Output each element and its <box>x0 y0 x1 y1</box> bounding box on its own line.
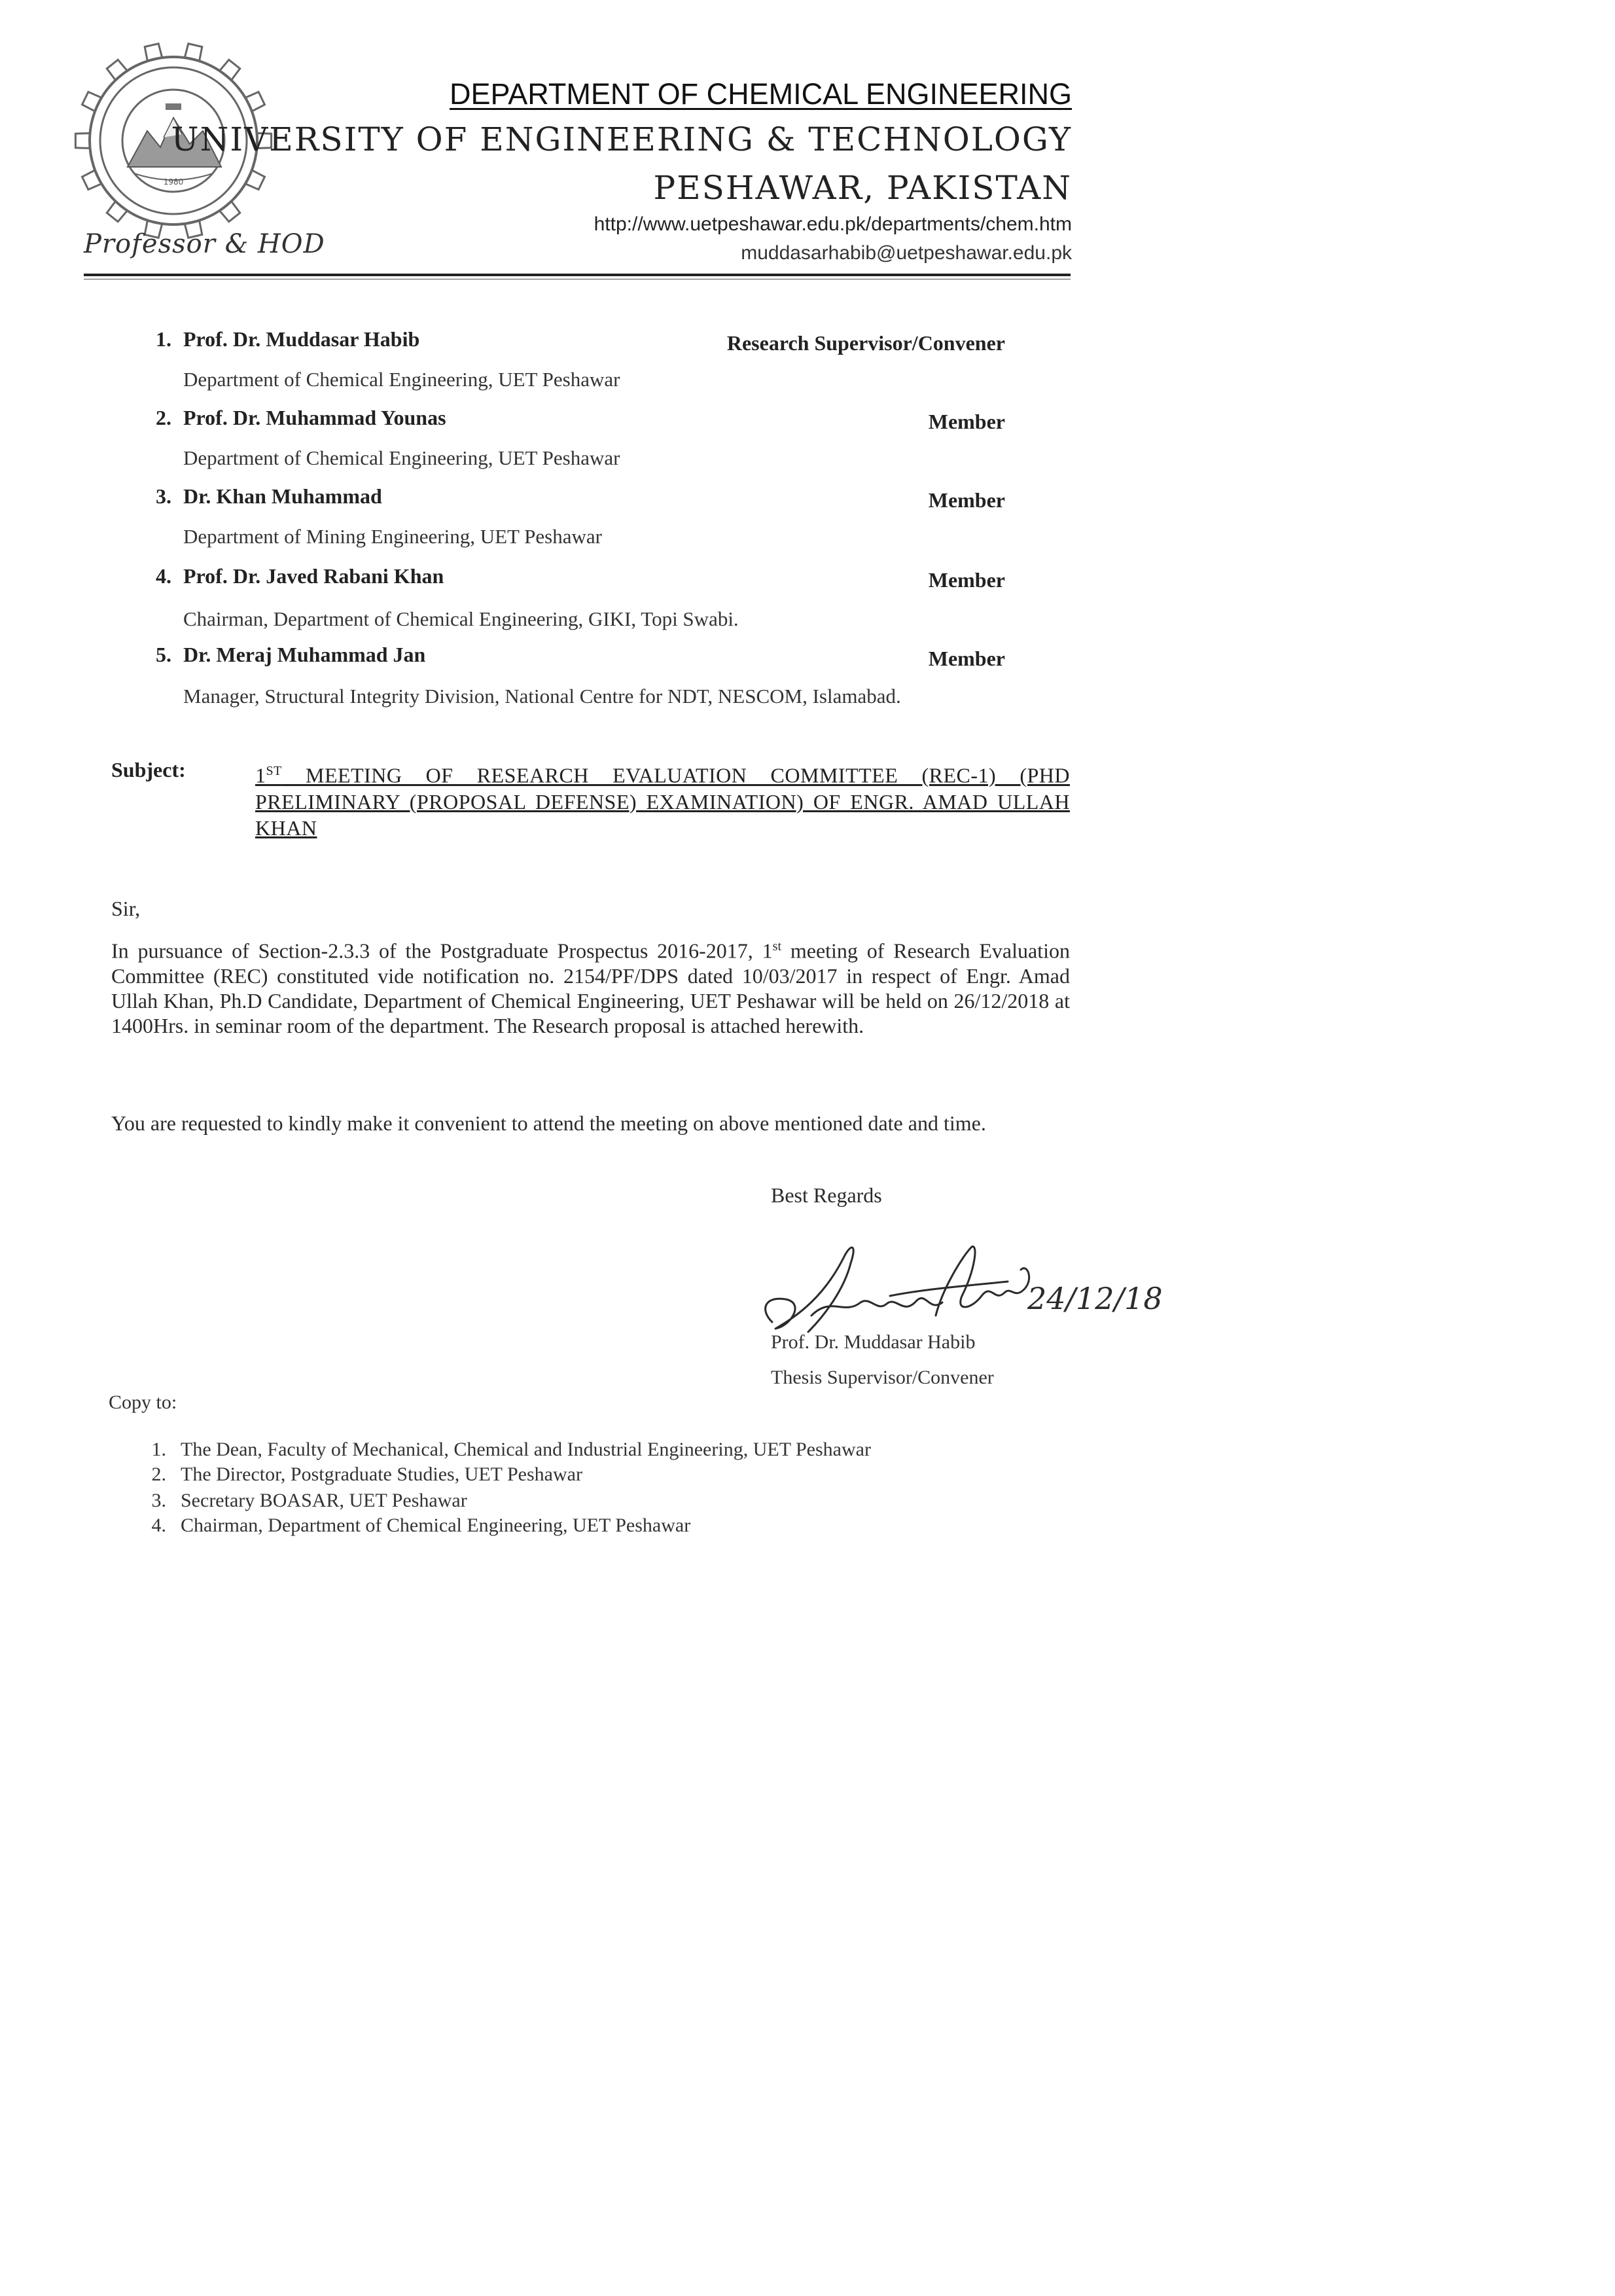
letterhead-divider <box>84 274 1071 276</box>
designation-professor-hod: Professor & HOD <box>84 229 325 259</box>
copy-recipient: The Director, Postgraduate Studies, UET Peshawar <box>181 1463 582 1485</box>
copy-recipient: Chairman, Department of Chemical Engineering, UET Peshawar <box>181 1515 691 1536</box>
member-number: 4. <box>156 564 171 588</box>
copy-recipient: The Dean, Faculty of Mechanical, Chemical and Industrial Engineering, UET Peshawar <box>181 1439 871 1460</box>
member-name: Prof. Dr. Muhammad Younas <box>183 406 446 429</box>
paragraph-text: In pursuance of Section-2.3.3 of the Postgraduate Prospectus 2016-2017, 1 <box>111 939 773 963</box>
gear-tooth <box>75 134 90 149</box>
paragraph-text: meeting of Research Evaluation Committee (REC) constituted vide notification no. 2154/PF/DPS dated 10/03/2017 in respect of Engr. Amad Ullah Khan, Ph.D Candidate, Department of Chemical Engineering, UET Peshawar will be held on 26/12/2018 at 1400Hrs. in seminar room of the department. The Research proposal is attached herewith. <box>111 939 1071 1037</box>
copy-number: 2. <box>151 1463 166 1485</box>
contact-email-link[interactable]: muddasarhabib@uetpeshawar.edu.pk <box>741 242 1072 264</box>
department-website-link[interactable]: http://www.uetpeshawar.edu.pk/departments/chem.htm <box>594 213 1072 235</box>
subject-title: MEETING OF RESEARCH EVALUATION COMMITTEE (REC-1) (PHD PRELIMINARY (PROPOSAL DEFENSE) EXAMINATION) OF ENGR. AMAD ULLAH KHAN <box>255 763 1070 840</box>
subject-ordinal-suffix: ST <box>266 764 282 778</box>
subject-label: Subject: <box>111 758 186 781</box>
closing-regards: Best Regards <box>771 1183 882 1207</box>
member-name: Dr. Khan Muhammad <box>183 484 382 508</box>
university-city: PESHAWAR, PAKISTAN <box>653 169 1072 207</box>
member-role: Member <box>928 488 1005 512</box>
department-name: DEPARTMENT OF CHEMICAL ENGINEERING <box>450 77 1072 111</box>
member-role: Member <box>928 647 1005 670</box>
copy-to-label: Copy to: <box>109 1391 177 1413</box>
subject-ordinal: 1 <box>255 763 266 787</box>
subject-text <box>255 758 1070 841</box>
signatory-title: Thesis Supervisor/Convener <box>771 1367 994 1388</box>
member-affiliation: Department of Mining Engineering, UET Peshawar <box>183 525 602 548</box>
member-role: Member <box>928 410 1005 433</box>
member-affiliation: Department of Chemical Engineering, UET Peshawar <box>183 446 620 469</box>
ordinal-suffix: st <box>772 939 781 954</box>
copy-number: 3. <box>151 1490 166 1511</box>
member-number: 1. <box>156 327 171 351</box>
handwritten-signature <box>746 1217 1163 1348</box>
member-affiliation: Manager, Structural Integrity Division, National Centre for NDT, NESCOM, Islamabad. <box>183 685 901 708</box>
member-affiliation: Chairman, Department of Chemical Engineering, GIKI, Topi Swabi. <box>183 607 739 630</box>
seal-year: 1980 <box>163 177 184 187</box>
member-role: Research Supervisor/Convener <box>726 331 1005 355</box>
member-name: Prof. Dr. Javed Rabani Khan <box>183 564 444 588</box>
signatory-name: Prof. Dr. Muddasar Habib <box>771 1331 976 1353</box>
member-number: 5. <box>156 643 171 666</box>
copy-number: 4. <box>151 1515 166 1536</box>
copy-recipient: Secretary BOASAR, UET Peshawar <box>181 1490 467 1511</box>
copy-number: 1. <box>151 1439 166 1460</box>
body-paragraph <box>111 934 1070 1038</box>
member-name: Dr. Meraj Muhammad Jan <box>183 643 426 666</box>
member-number: 3. <box>156 484 171 508</box>
body-paragraph: You are requested to kindly make it convenient to attend the meeting on above mentioned date and time. <box>111 1111 986 1135</box>
member-number: 2. <box>156 406 171 429</box>
member-role: Member <box>928 568 1005 592</box>
university-name: UNIVERSITY OF ENGINEERING & TECHNOLOGY <box>171 120 1072 158</box>
salutation: Sir, <box>111 897 141 920</box>
member-affiliation: Department of Chemical Engineering, UET Peshawar <box>183 368 620 391</box>
member-name: Prof. Dr. Muddasar Habib <box>183 327 420 351</box>
signature-date: 24/12/18 <box>1027 1281 1163 1316</box>
